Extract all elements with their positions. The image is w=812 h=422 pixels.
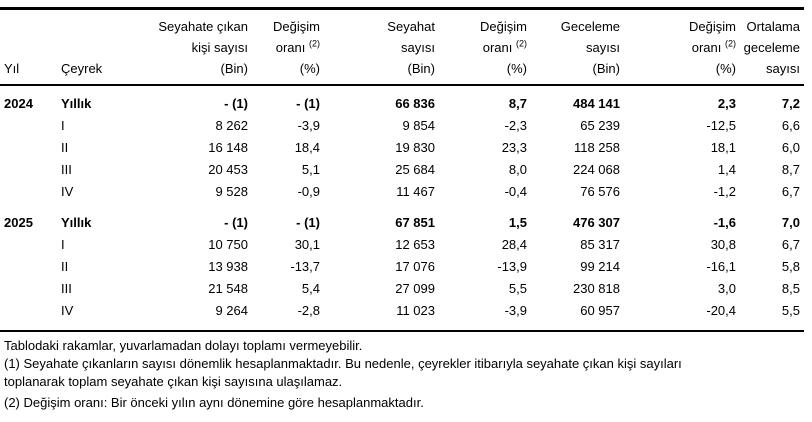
value-cell: -20,4 (706, 302, 736, 318)
value-cell: 76 576 (580, 183, 620, 199)
value-cell: -3,9 (504, 302, 527, 318)
column-header: Değişim oranı $^{(2)}$ (%) (252, 9, 324, 86)
year-cell (0, 158, 57, 180)
value-cell: -2,8 (297, 302, 320, 318)
year-cell (0, 233, 57, 255)
value-cell: 2,3 (717, 95, 736, 111)
column-header: Değişim oranı $^{(2)}$ (%) (624, 9, 740, 86)
value-cell: -16,1 (706, 258, 736, 274)
value-cell: 30,8 (710, 236, 736, 252)
footnotes (0, 337, 812, 412)
value-cell: 23,3 (501, 139, 527, 155)
table-row (0, 202, 804, 233)
value-cell: 5,4 (301, 280, 320, 296)
value-cell: 8,5 (781, 280, 800, 296)
value-cell: - (1) (224, 95, 248, 111)
value-cell: 224 068 (573, 161, 620, 177)
value-cell: -0,9 (297, 183, 320, 199)
value-cell: 5,5 (781, 302, 800, 318)
year-cell: 2024 (4, 95, 33, 111)
value-cell: 1,4 (717, 161, 736, 177)
value-cell: 8,7 (781, 161, 800, 177)
value-cell: 30,1 (294, 236, 320, 252)
value-cell: -0,4 (504, 183, 527, 199)
quarter-cell: III (61, 161, 72, 177)
value-cell: 17 076 (395, 258, 435, 274)
value-cell: 85 317 (580, 236, 620, 252)
value-cell: 230 818 (573, 280, 620, 296)
table-header-row (0, 9, 804, 86)
column-header: Çeyrek (57, 9, 130, 86)
value-cell: 5,1 (301, 161, 320, 177)
table-row (0, 180, 804, 202)
value-cell: 16 148 (208, 139, 248, 155)
value-cell: -12,5 (706, 117, 736, 133)
value-cell: 13 938 (208, 258, 248, 274)
value-cell: 99 214 (580, 258, 620, 274)
year-cell (0, 277, 57, 299)
quarter-cell: I (61, 117, 65, 133)
table-row (0, 233, 804, 255)
travel-statistics-page (0, 7, 812, 412)
column-header: Geceleme sayısı (Bin) (531, 9, 624, 86)
year-cell (0, 255, 57, 277)
year-cell (0, 180, 57, 202)
footnote-1-line-1: (1) Seyahate çıkanların sayısı dönemlik hesaplanmaktadır. Bu nedenle, çeyrekler itibarıyla seyahate çıkan kişi sayıları (4, 356, 682, 371)
value-cell: 5,8 (781, 258, 800, 274)
quarter-cell: IV (61, 183, 74, 199)
quarter-cell: II (61, 258, 69, 274)
column-header: Yıl (0, 9, 57, 86)
quarter-cell: II (61, 139, 69, 155)
value-cell: 11 023 (396, 302, 435, 318)
value-cell: 67 851 (395, 214, 435, 230)
column-header: Seyahat sayısı (Bin) (324, 9, 439, 86)
value-cell: 7,2 (781, 95, 800, 111)
table-row (0, 136, 804, 158)
value-cell: 1,5 (508, 214, 527, 230)
value-cell: -2,3 (504, 117, 527, 133)
table-row (0, 299, 804, 331)
value-cell: -1,6 (713, 214, 736, 230)
footnote-reference: (2) (725, 38, 736, 49)
value-cell: 8,0 (508, 161, 527, 177)
value-cell: 18,1 (710, 139, 736, 155)
value-cell: 21 548 (208, 280, 248, 296)
table-body (0, 85, 804, 331)
table-row (0, 255, 804, 277)
value-cell: 11 467 (396, 183, 435, 199)
value-cell: 8 262 (215, 117, 248, 133)
quarter-cell: III (61, 280, 72, 296)
value-cell: 8,7 (508, 95, 527, 111)
footnote-reference: (2) (309, 38, 320, 49)
value-cell: -1,2 (713, 183, 736, 199)
year-cell (0, 299, 57, 331)
footnote-2: (2) Değişim oranı: Bir önceki yılın aynı dönemine göre hesaplanmaktadır. (4, 395, 424, 410)
year-cell (0, 114, 57, 136)
value-cell: 6,7 (781, 236, 800, 252)
value-cell: -13,7 (290, 258, 320, 274)
value-cell: 6,7 (781, 183, 800, 199)
value-cell: 27 099 (395, 280, 435, 296)
value-cell: 7,0 (781, 214, 800, 230)
value-cell: 118 258 (573, 139, 620, 155)
value-cell: 484 141 (573, 95, 620, 111)
value-cell: - (1) (296, 214, 320, 230)
value-cell: -13,9 (497, 258, 527, 274)
value-cell: 10 750 (208, 236, 248, 252)
table-row (0, 114, 804, 136)
value-cell: 19 830 (395, 139, 435, 155)
footnote-reference: (2) (516, 38, 527, 49)
value-cell: 9 528 (215, 183, 248, 199)
footnote-1-line-2: toplanarak toplam seyahate çıkan kişi sayısına ulaşılamaz. (4, 374, 343, 389)
year-cell (0, 136, 57, 158)
value-cell: 28,4 (501, 236, 527, 252)
value-cell: 65 239 (580, 117, 620, 133)
quarter-cell: I (61, 236, 65, 252)
value-cell: 5,5 (508, 280, 527, 296)
value-cell: 18,4 (294, 139, 320, 155)
column-header: Ortalama geceleme sayısı (740, 9, 804, 86)
value-cell: 9 854 (402, 117, 435, 133)
quarter-cell: Yıllık (61, 214, 92, 230)
quarter-cell: IV (61, 302, 74, 318)
value-cell: 6,0 (781, 139, 800, 155)
value-cell: - (1) (224, 214, 248, 230)
column-header: Seyahate çıkan kişi sayısı (Bin) (130, 9, 252, 86)
value-cell: 25 684 (395, 161, 435, 177)
column-header: Değişim oranı $^{(2)}$ (%) (439, 9, 531, 86)
table-row (0, 277, 804, 299)
value-cell: 6,6 (781, 117, 800, 133)
table-row (0, 158, 804, 180)
value-cell: 60 957 (580, 302, 620, 318)
year-cell: 2025 (4, 214, 33, 230)
quarter-cell: Yıllık (61, 95, 92, 111)
value-cell: 476 307 (573, 214, 620, 230)
value-cell: 3,0 (717, 280, 736, 296)
value-cell: 20 453 (208, 161, 248, 177)
travel-statistics-table (0, 7, 804, 332)
value-cell: 9 264 (215, 302, 248, 318)
value-cell: 66 836 (395, 95, 435, 111)
footnote-rounding: Tablodaki rakamlar, yuvarlamadan dolayı toplamı vermeyebilir. (4, 338, 363, 353)
value-cell: 12 653 (395, 236, 435, 252)
value-cell: - (1) (296, 95, 320, 111)
table-header (0, 9, 804, 86)
value-cell: -3,9 (297, 117, 320, 133)
table-row (0, 85, 804, 114)
